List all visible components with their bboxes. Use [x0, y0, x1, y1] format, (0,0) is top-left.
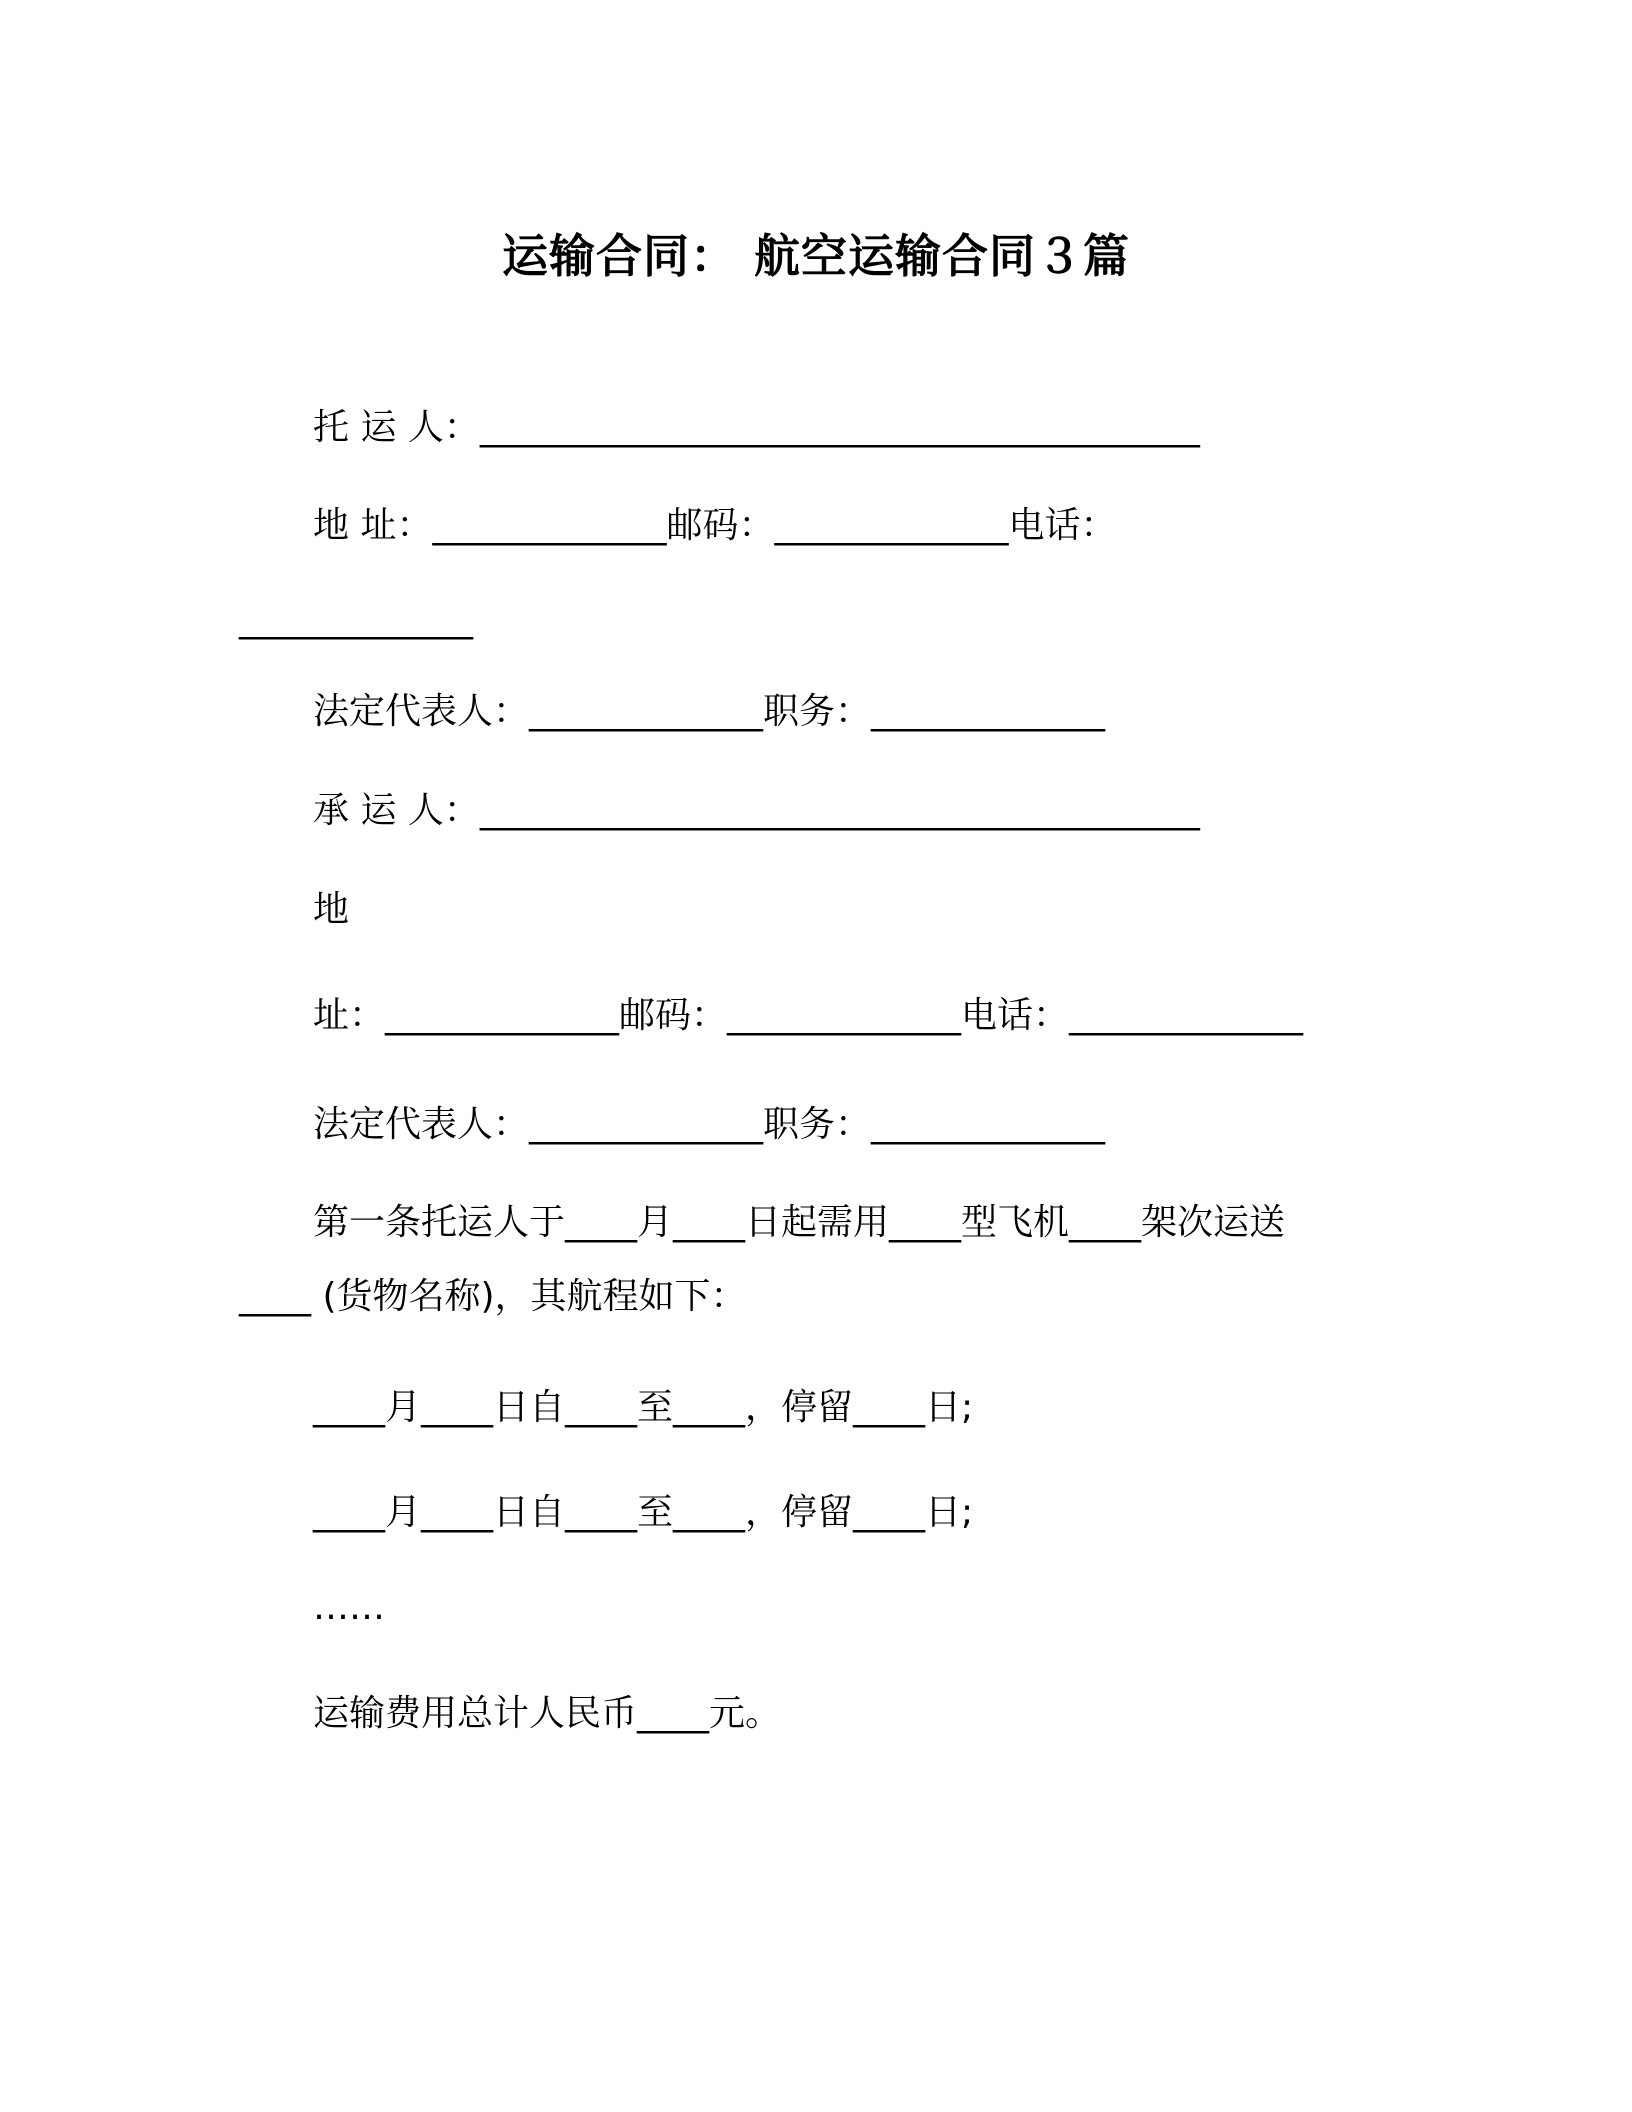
carrier-address-line: 址：_____________邮码：_____________电话：_____________ [313, 995, 1304, 1036]
document-title: 运输合同： 航空运输合同３篇 [501, 229, 1130, 283]
shipper-line: 托 运 人：________________________________________ [313, 407, 1200, 448]
carrier-line: 承 运 人：________________________________________ [313, 790, 1200, 831]
shipper-address-line: 地 址：_____________邮码：_____________电话： [313, 505, 1117, 546]
carrier-legal-rep-line: 法定代表人：_____________职务：_____________ [313, 1104, 1106, 1145]
shipper-legal-rep-line: 法定代表人：_____________职务：_____________ [313, 691, 1106, 732]
itinerary-line-1: ____月____日自____至____，停留____日; [313, 1387, 974, 1428]
carrier-address-label: 地 [313, 889, 350, 930]
total-fee-line: 运输费用总计人民币____元。 [313, 1693, 782, 1734]
article-one-continuation: ____ (货物名称)，其航程如下： [239, 1276, 747, 1317]
itinerary-line-2: ____月____日自____至____，停留____日; [313, 1492, 974, 1533]
article-one-line: 第一条托运人于____月____日起需用____型飞机____架次运送 [313, 1202, 1286, 1243]
shipper-phone-continuation: _____________ [239, 599, 473, 640]
ellipsis-line: …… [313, 1587, 385, 1628]
